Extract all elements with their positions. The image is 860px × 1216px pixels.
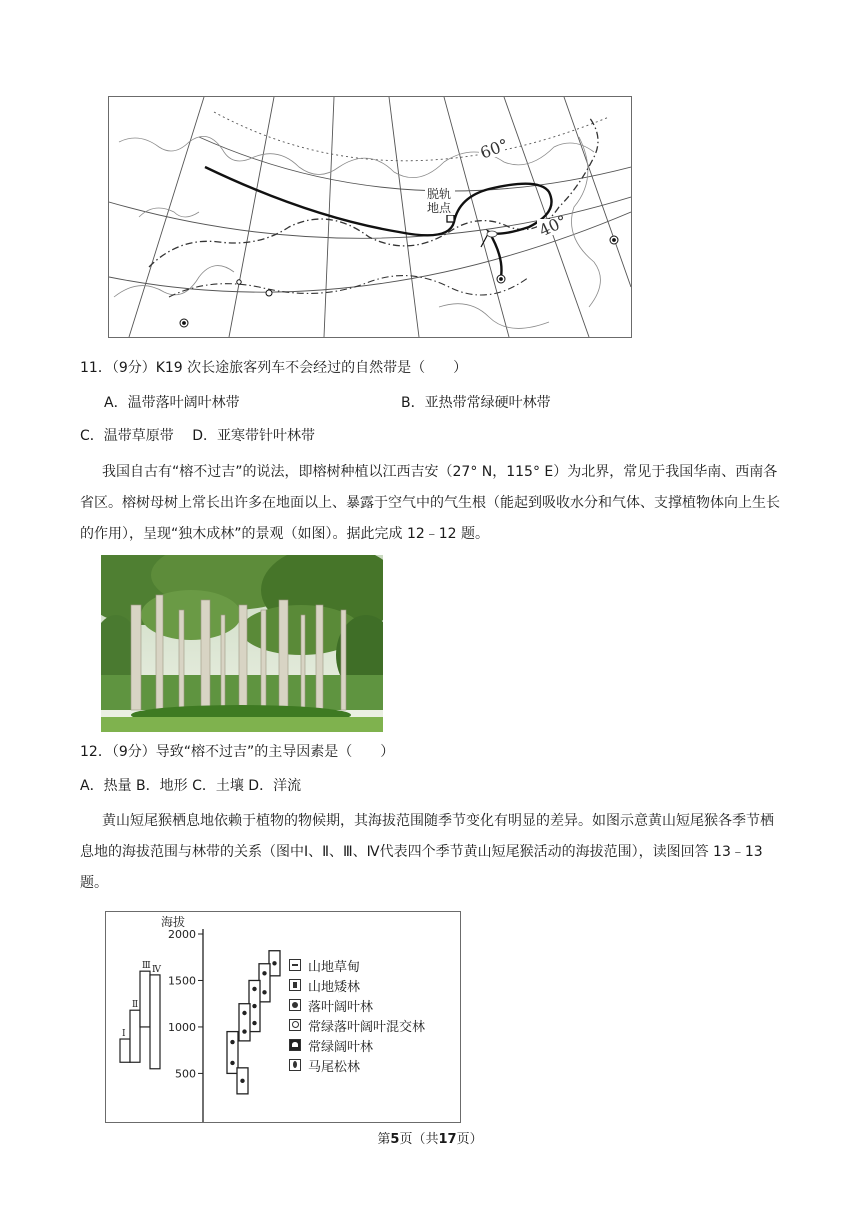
y-tick-label: 1000 <box>168 1020 196 1034</box>
q12-options: A．热量 B．地形 C．土壤 D．洋流 <box>80 778 302 794</box>
footer-mid: 页（共 <box>399 1132 439 1147</box>
altitude-chart-figure <box>105 911 461 1123</box>
footer-suffix: 页） <box>456 1132 483 1147</box>
y-axis-label: 海拔 <box>161 915 186 929</box>
q12-intro: 我国自古有“榕不过吉”的说法，即榕树种植以江西吉安（27° N，115° E）为北界，常见于我国华南、西南各省区。榕树母树上常长出许多在地面以上、暴露于空气中的气生根（能起到吸收水分和气体、支撑植物体向上生长的作用），呈现“独木成林”的景观（如图）。据此完成 12﹣12 题。 <box>80 464 780 542</box>
legend-item-masson-pine <box>289 1055 360 1075</box>
season-label: Ⅰ <box>122 1029 126 1040</box>
legend-item-evergreen-broadleaf <box>289 1035 373 1055</box>
forest-belt-symbol <box>230 1061 234 1065</box>
q12-stem: 12．（9分）导致“榕不过吉”的主导因素是（ ） <box>80 744 395 760</box>
footer-page-number: 5 <box>390 1132 400 1147</box>
legend-item-deciduous-broadleaf <box>289 995 373 1015</box>
q11-stem: 11．（9分）K19 次长途旅客列车不会经过的自然带是（ ） <box>80 360 468 376</box>
season-range-bar <box>150 975 160 1069</box>
legend-label: 常绿落叶阔叶混交林 <box>308 1019 426 1035</box>
railway-map <box>109 97 631 337</box>
q11-option-a: A．温带落叶阔叶林带 <box>104 395 240 411</box>
legend-label: 马尾松林 <box>308 1059 361 1075</box>
page-footer <box>0 1128 860 1147</box>
forest-belt-symbol <box>252 987 256 991</box>
season-label: Ⅲ <box>142 961 151 972</box>
forest-belt-symbol <box>242 1011 246 1015</box>
season-range-bar <box>130 1010 140 1062</box>
deciduous-broadleaf-icon <box>289 999 301 1011</box>
footer-prefix: 第 <box>377 1132 391 1147</box>
q11-option-b: B．亚热带常绿硬叶林带 <box>401 395 551 411</box>
q11-option-cd: C．温带草原带 D．亚寒带针叶林带 <box>80 428 316 444</box>
lat-40-label: 40° <box>536 211 570 241</box>
forest-belt-box <box>239 1004 250 1041</box>
lat-60-label: 60° <box>477 134 511 163</box>
season-label: Ⅱ <box>132 1000 139 1011</box>
season-range-bar <box>120 1039 130 1062</box>
season-range-bar <box>140 971 150 1027</box>
forest-belt-symbol <box>252 1004 256 1008</box>
q13-intro: 黄山短尾猴栖息地依赖于植物的物候期，其海拔范围随季节变化有明显的差异。如图示意黄山短尾猴各季节栖息地的海拔范围与林带的关系（图中Ⅰ、Ⅱ、Ⅲ、Ⅳ代表四个季节黄山短尾猴活动的海拔范围），读图回答 13﹣13 题。 <box>80 813 774 891</box>
evergreen-broadleaf-icon <box>289 1039 301 1051</box>
forest-belt-symbol <box>242 1029 246 1033</box>
forest-belt-symbol <box>230 1040 234 1044</box>
chart-legend <box>289 955 459 1085</box>
y-tick-label: 500 <box>175 1067 196 1081</box>
masson-pine-icon <box>289 1059 301 1071</box>
legend-label: 山地草甸 <box>308 959 361 975</box>
legend-item-mountain-meadow <box>289 955 360 975</box>
forest-belt-symbol <box>262 990 266 994</box>
footer-total-pages: 17 <box>438 1132 457 1147</box>
y-tick-label: 2000 <box>168 928 196 941</box>
forest-belt-symbol <box>272 961 276 965</box>
railway-map-figure <box>108 96 632 338</box>
mountain-meadow-icon <box>289 959 301 971</box>
derail-label-line2: 地点 <box>427 201 452 215</box>
legend-item-mixed-forest <box>289 1015 425 1035</box>
forest-belt-symbol <box>252 1021 256 1025</box>
season-label: Ⅳ <box>152 964 161 975</box>
mixed-forest-icon <box>289 1019 301 1031</box>
banyan-tree-photo <box>101 555 383 732</box>
forest-belt-symbol <box>262 971 266 975</box>
legend-label: 常绿阔叶林 <box>308 1039 374 1055</box>
y-tick-label: 1500 <box>168 974 196 988</box>
legend-item-mountain-dwarf-forest <box>289 975 360 995</box>
mountain-dwarf-forest-icon <box>289 979 301 991</box>
legend-label: 落叶阔叶林 <box>308 999 374 1015</box>
forest-belt-box <box>227 1032 238 1074</box>
forest-belt-symbol <box>240 1079 244 1083</box>
legend-label: 山地矮林 <box>308 979 361 995</box>
derail-label-line1: 脱轨 <box>427 187 452 201</box>
